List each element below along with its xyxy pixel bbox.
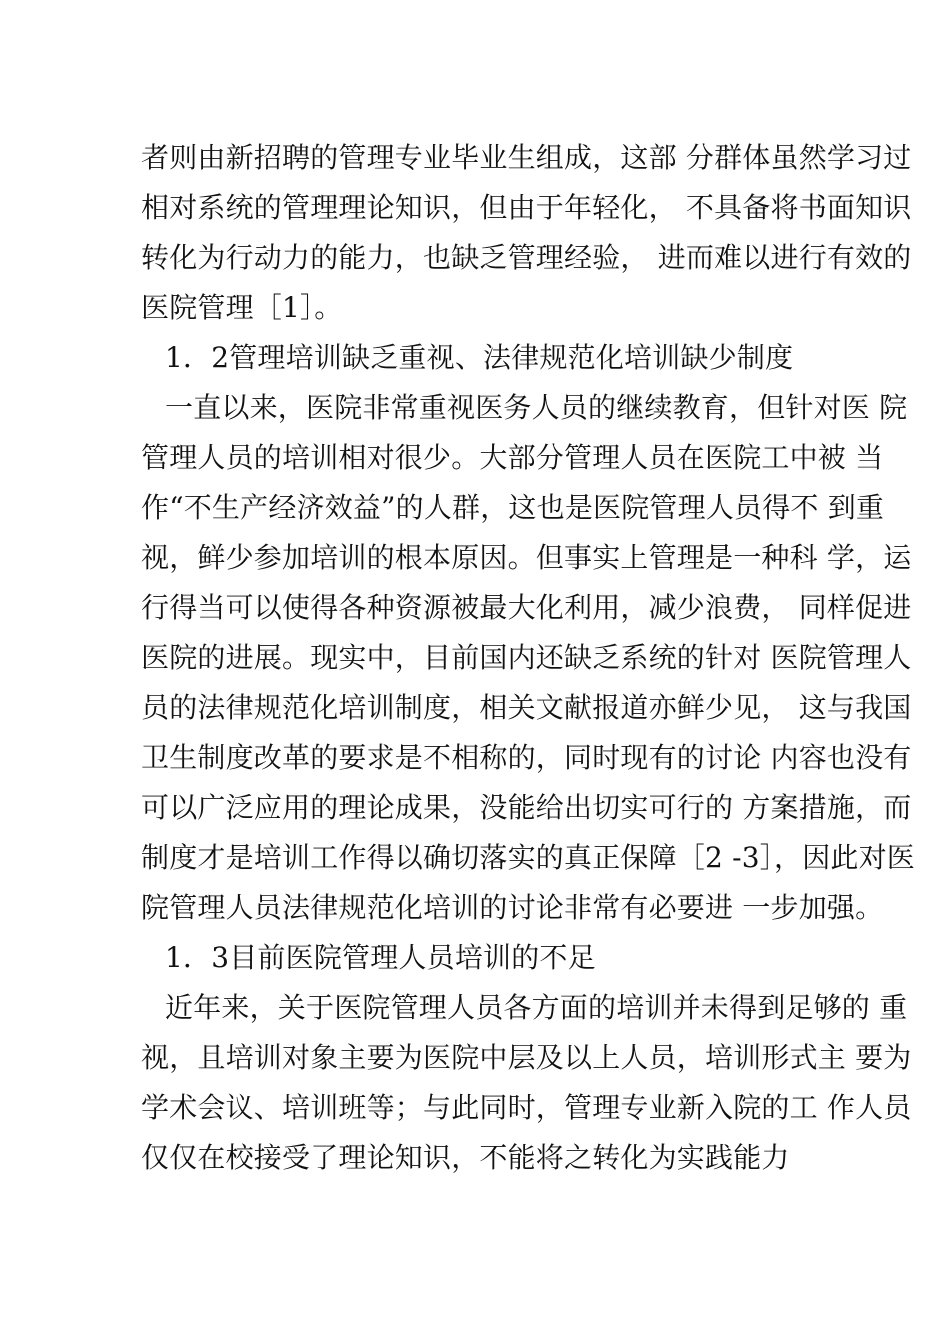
text-line-4: 医院管理［1］。: [141, 291, 343, 324]
text-line-10: 行得当可以使得各种资源被最大化利用，减少浪费， 同样促进: [141, 591, 912, 624]
text-line-7: 管理人员的培训相对很少。大部分管理人员在医院工中被 当: [141, 441, 884, 474]
text-line-14: 可以广泛应用的理论成果，没能给出切实可行的 方案措施，而: [141, 791, 912, 824]
text-line-16: 院管理人员法律规范化培训的讨论非常有必要进 一步加强。: [141, 891, 884, 924]
text-line-6: 一直以来，医院非常重视医务人员的继续教育，但针对医 院: [165, 391, 908, 424]
text-line-15: 制度才是培训工作得以确切落实的真正保障［2 -3］，因此对医: [141, 841, 915, 874]
text-line-3: 转化为行动力的能力，也缺乏管理经验， 进而难以进行有效的: [141, 241, 912, 274]
text-line-1: 者则由新招聘的管理专业毕业生组成，这部 分群体虽然学习过: [141, 141, 912, 174]
section-heading-1-3: 1．3目前医院管理人员培训的不足: [165, 941, 596, 974]
text-line-8: 作“不生产经济效益”的人群，这也是医院管理人员得不 到重: [141, 491, 885, 524]
text-line-21: 仅仅在校接受了理论知识，不能将之转化为实践能力: [141, 1141, 790, 1174]
text-line-9: 视，鲜少参加培训的根本原因。但事实上管理是一种科 学，运: [141, 541, 912, 574]
text-line-19: 视，且培训对象主要为医院中层及以上人员，培训形式主 要为: [141, 1041, 912, 1074]
text-line-20: 学术会议、培训班等；与此同时，管理专业新入院的工 作人员: [141, 1091, 912, 1124]
text-line-13: 卫生制度改革的要求是不相称的，同时现有的讨论 内容也没有: [141, 741, 912, 774]
section-heading-1-2: 1．2管理培训缺乏重视、法律规范化培训缺少制度: [165, 341, 794, 374]
text-line-12: 员的法律规范化培训制度，相关文献报道亦鲜少见， 这与我国: [141, 691, 912, 724]
text-line-11: 医院的进展。现实中，目前国内还缺乏系统的针对 医院管理人: [141, 641, 912, 674]
text-line-18: 近年来，关于医院管理人员各方面的培训并未得到足够的 重: [165, 991, 908, 1024]
text-line-2: 相对系统的管理理论知识，但由于年轻化， 不具备将书面知识: [141, 191, 912, 224]
